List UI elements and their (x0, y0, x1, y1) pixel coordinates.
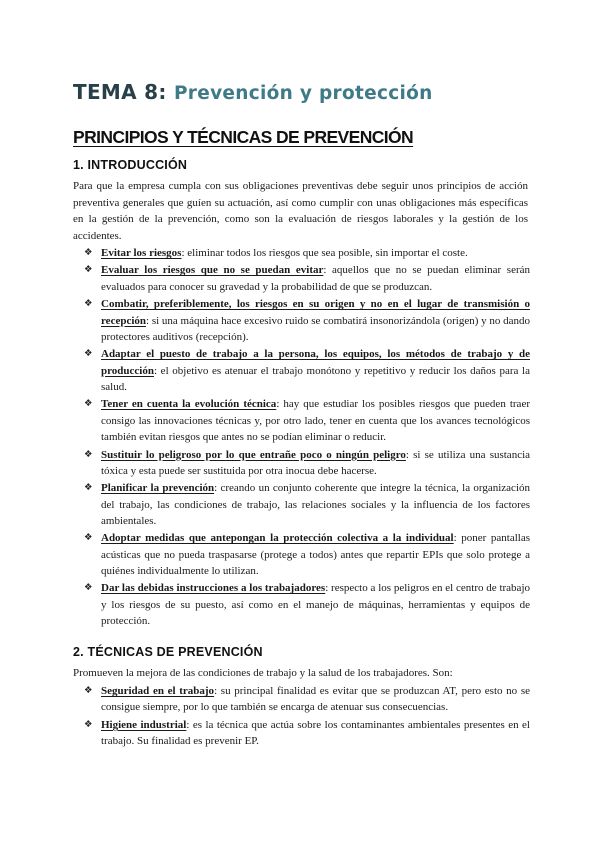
item-text: : si una máquina hace excesivo ruido se combatirá insonorizándola (origen) y no dando protectores auditivos (recepción). (101, 314, 530, 343)
diamond-bullet-icon: ❖ (84, 685, 93, 696)
list-item (84, 683, 530, 716)
list-item (84, 580, 530, 629)
diamond-bullet-icon: ❖ (84, 348, 93, 360)
techniques-list (84, 683, 530, 751)
list-item (84, 480, 530, 529)
item-term: Evaluar los riesgos que no se puedan evitar (101, 264, 324, 277)
diamond-bullet-icon: ❖ (84, 264, 93, 276)
item-text: : si se utiliza una sustancia tóxica y esta puede ser sustituida por otra inocua debe hacerse. (101, 448, 531, 477)
list-item (84, 396, 530, 445)
list-item (84, 262, 530, 295)
item-term: Sustituir lo peligroso por lo que entrañe poco o ningún peligro (101, 448, 406, 461)
item-text: : es la técnica que actúa sobre los contaminantes ambientales presentes en el trabajo. Su finalidad es prevenir EP. (101, 718, 530, 748)
diamond-bullet-icon: ❖ (84, 532, 93, 544)
item-term: Adaptar el puesto de trabajo a la persona, los equipos, los métodos de trabajo y de producción (101, 348, 530, 377)
list-item (84, 447, 530, 480)
item-term: Tener en cuenta la evolución técnica (101, 398, 277, 411)
diamond-bullet-icon: ❖ (84, 247, 93, 258)
diamond-bullet-icon: ❖ (84, 582, 93, 594)
item-term: Evitar los riesgos (101, 247, 182, 259)
item-term: Combatir, preferiblemente, los riesgos en su origen y no en el lugar de transmisión o recepción (101, 298, 530, 327)
item-term: Adoptar medidas que antepongan la protección colectiva a la individual (101, 532, 454, 545)
diamond-bullet-icon: ❖ (84, 448, 93, 460)
topic-title (73, 80, 433, 104)
item-term: Seguridad en el trabajo (101, 685, 215, 697)
section-1-title: 1. INTRODUCCIÓN (73, 158, 188, 172)
item-text: : respecto a los peligros en el centro de trabajo y los riesgos de su puesto, así como en el manejo de máquinas, herramientas y equipos de protección. (101, 582, 531, 628)
main-heading: PRINCIPIOS Y TÉCNICAS DE PREVENCIÓN (73, 127, 414, 147)
section-2-intro: Promueven la mejora de las condiciones de trabajo y la salud de los trabajadores. Son: (73, 667, 453, 679)
list-item (84, 245, 530, 261)
item-text: : eliminar todos los riesgos que sea posible, sin importar el coste. (181, 247, 468, 259)
section-1-intro: Para que la empresa cumpla con sus obligaciones preventivas debe seguir unos principios de acción preventiva generales que guíen su actuación, así como cumplir con unas obligaciones más específicas en la gestión de la prevención, como son la evaluación de riesgos laborales y la gestión de los accidentes. (73, 180, 528, 242)
list-item (84, 346, 530, 395)
item-text: : poner pantallas acústicas que no pueda traspasarse (protege a todos) antes que repartir EPIs que solo protege a quiénes individualmente lo utilizan. (101, 532, 531, 577)
item-text: : creando un conjunto coherente que integre la técnica, la organización del trabajo, las condiciones de trabajo, las relaciones sociales y la influencia de los factores ambientales. (101, 482, 530, 527)
topic-number: TEMA 8: (73, 80, 167, 104)
item-text: : hay que estudiar los posibles riesgos que pueden traer consigo las innovaciones técnicas y, por otro lado, tener en cuenta que los avances tecnológicos también evitan riesgos que antes no se podían eliminar o reducir. (101, 398, 530, 444)
principles-list (84, 245, 530, 631)
section-2-title: 2. TÉCNICAS DE PREVENCIÓN (73, 645, 263, 659)
diamond-bullet-icon: ❖ (84, 398, 93, 410)
item-term: Planificar la prevención (101, 482, 215, 495)
diamond-bullet-icon: ❖ (84, 718, 93, 730)
item-text: : su principal finalidad es evitar que se produzcan AT, pero esto no se consigue siempre, por lo que también se encarga de atenuar sus consecuencias. (101, 685, 530, 714)
item-text: : el objetivo es atenuar el trabajo monótono y repetitivo y reducir los daños para la salud. (101, 364, 530, 393)
list-item (84, 717, 530, 750)
list-item (84, 296, 530, 345)
topic-name: Prevención y protección (173, 83, 433, 104)
diamond-bullet-icon: ❖ (84, 482, 93, 494)
item-text: : aquellos que no se puedan eliminar serán evaluados para conocer su gravedad y la probabilidad de que se produzcan. (101, 264, 531, 293)
item-term: Dar las debidas instrucciones a los trabajadores (101, 582, 326, 595)
item-term: Higiene industrial (101, 718, 187, 731)
diamond-bullet-icon: ❖ (84, 298, 93, 310)
list-item (84, 530, 530, 579)
